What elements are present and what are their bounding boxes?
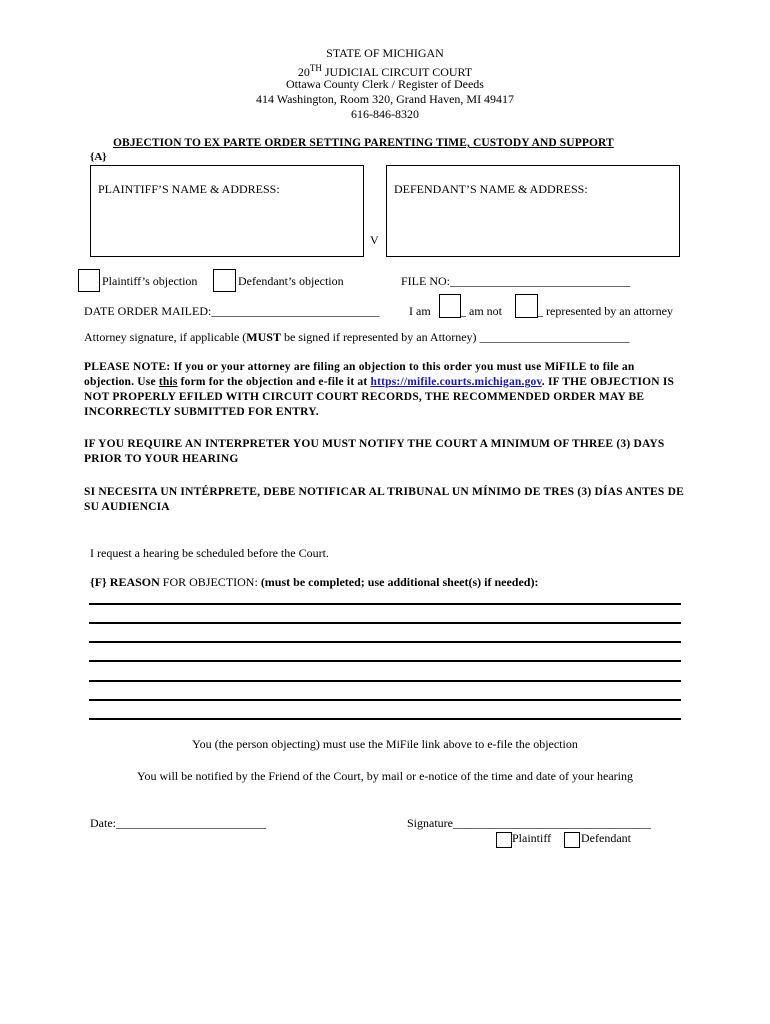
efile-notice	[84, 360, 684, 420]
signer-plaintiff-checkbox[interactable]	[496, 832, 512, 848]
hearing-request-text: I request a hearing be scheduled before the Court.	[90, 546, 329, 560]
form-title: OBJECTION TO EX PARTE ORDER SETTING PARENTING TIME, CUSTODY AND SUPPORT	[113, 137, 614, 149]
attorney-must: MUST	[246, 330, 281, 344]
court-number: 20	[297, 65, 310, 79]
notice-mid: form for the objection and e-file it at	[177, 376, 371, 388]
court-state: STATE OF MICHIGAN	[326, 46, 444, 60]
am-not-label: _ am not	[460, 304, 502, 318]
notice-lead: PLEASE NOTE: If you or your attorney are filing an objection to this order you must use MiFILE to file an objection. Use	[84, 361, 635, 388]
represented-label: _ represented by an attorney	[537, 304, 673, 318]
defendant-box[interactable]	[386, 165, 680, 257]
court-ordinal: TH	[309, 63, 322, 73]
reason-line[interactable]	[89, 680, 681, 682]
reason-heading	[90, 575, 538, 590]
defendant-objection-label: Defendant’s objection	[238, 274, 344, 288]
notification-instruction: You will be notified by the Friend of the Court, by mail or e-notice of the time and date of your hearing	[136, 769, 633, 783]
signer-defendant-checkbox[interactable]	[564, 832, 580, 848]
court-name-rest: JUDICIAL CIRCUIT COURT	[321, 65, 473, 79]
signer-plaintiff-label: Plaintiff	[512, 831, 552, 845]
reason-line[interactable]	[89, 641, 681, 643]
represented-checkbox[interactable]	[439, 294, 461, 318]
reason-line[interactable]	[89, 622, 681, 624]
mifile-link[interactable]: https://mifile.courts.michigan.gov	[370, 376, 542, 388]
reason-line[interactable]	[89, 660, 681, 662]
plaintiff-objection-checkbox[interactable]	[78, 269, 100, 292]
reason-label: FOR OBJECTION:	[159, 575, 261, 589]
file-number-field[interactable]: FILE NO:______________________________	[401, 274, 630, 288]
plaintiff-label: PLAINTIFF’S NAME & ADDRESS:	[98, 182, 280, 196]
attorney-suffix: be signed if represented by an Attorney) _________________________	[280, 330, 630, 344]
reason-line[interactable]	[89, 603, 681, 605]
reason-hint: (must be completed; use additional sheet(s) if needed):	[260, 575, 539, 589]
notice-this: this	[158, 376, 178, 388]
plaintiff-objection-label: Plaintiff’s objection	[102, 274, 198, 288]
i-am-label: I am	[409, 304, 431, 318]
interpreter-notice-spanish: SI NECESITA UN INTÉRPRETE, DEBE NOTIFICAR AL TRIBUNAL UN MÍNIMO DE TRES (3) DÍAS ANTES DE SU AUDIENCIA	[84, 486, 684, 513]
court-address: 414 Washington, Room 320, Grand Haven, MI 49417	[255, 92, 515, 106]
date-order-mailed-field[interactable]: DATE ORDER MAILED:____________________________	[84, 304, 380, 318]
court-clerk: Ottawa County Clerk / Register of Deeds	[286, 77, 484, 91]
section-a-label: {A}	[90, 151, 107, 163]
plaintiff-box[interactable]	[90, 165, 364, 257]
reason-line[interactable]	[89, 699, 681, 701]
notice-tail: . IF THE OBJECTION IS NOT PROPERLY EFILED WITH CIRCUIT COURT RECORDS, THE RECOMMENDED ORDER MAY BE INCORRECTLY SUBMITTED FOR ENTRY.	[84, 376, 675, 418]
reason-tag: {F} REASON	[90, 575, 160, 589]
interpreter-notice-english: IF YOU REQUIRE AN INTERPRETER YOU MUST NOTIFY THE COURT A MINIMUM OF THREE (3) DAYS PRIOR TO YOUR HEARING	[84, 438, 665, 465]
efile-instruction: You (the person objecting) must use the MiFile link above to e-file the objection	[192, 737, 578, 751]
date-field[interactable]: Date:_________________________	[90, 816, 266, 830]
reason-line[interactable]	[89, 718, 681, 720]
attorney-signature-field[interactable]	[84, 330, 630, 345]
signature-field[interactable]: Signature_________________________________	[407, 816, 651, 830]
court-phone: 616-846-8320	[351, 107, 419, 121]
not-represented-checkbox[interactable]	[515, 294, 538, 318]
defendant-objection-checkbox[interactable]	[213, 269, 236, 292]
signer-defendant-label: Defendant	[581, 831, 631, 845]
versus-label: V	[370, 233, 379, 247]
defendant-label: DEFENDANT’S NAME & ADDRESS:	[394, 182, 588, 196]
attorney-prefix: Attorney signature, if applicable (	[84, 330, 247, 344]
